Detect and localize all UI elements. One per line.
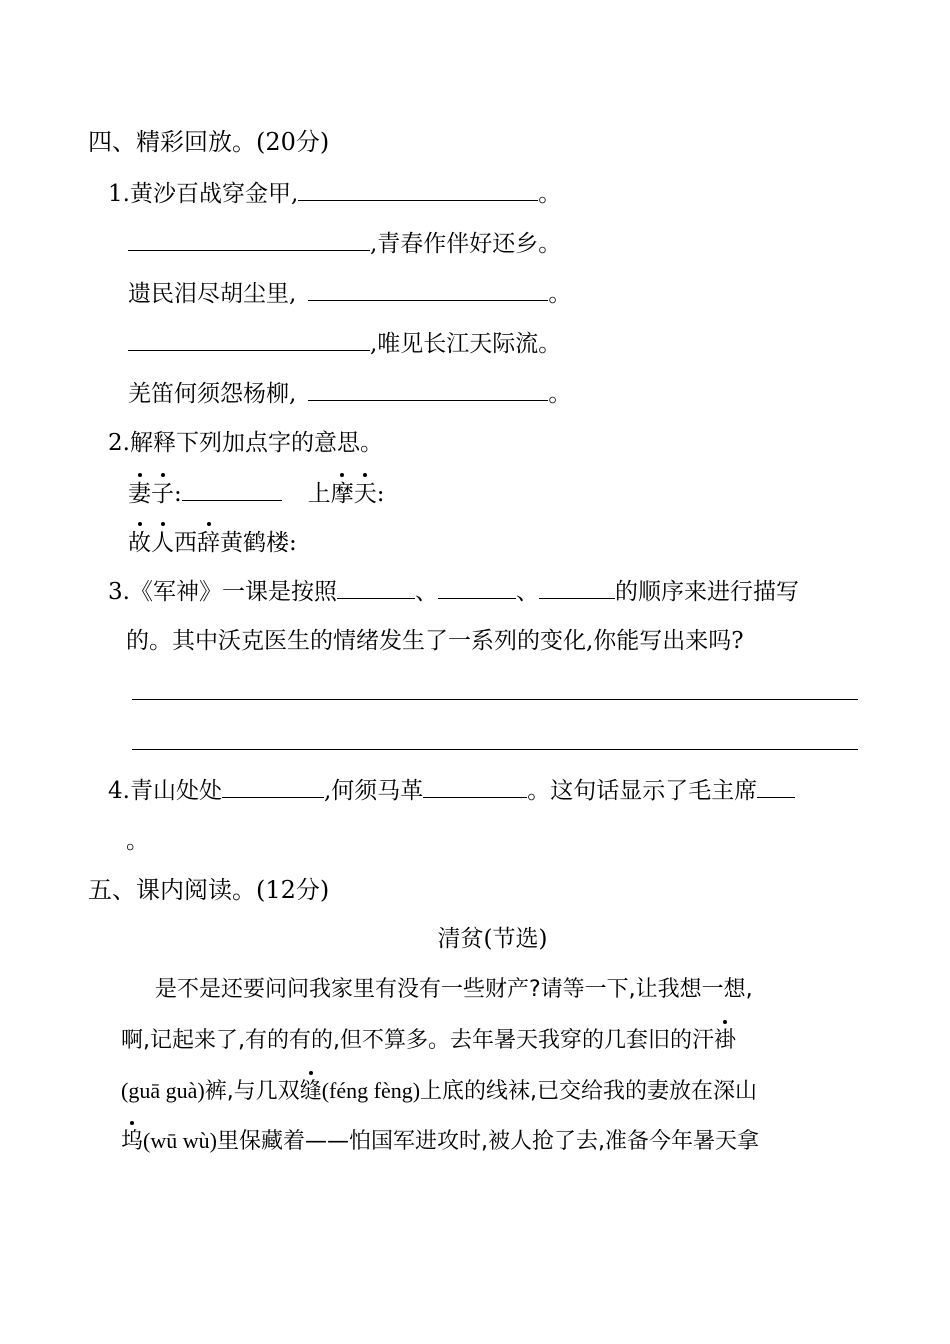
q3-number: 3. — [108, 579, 130, 605]
passage-dotted-char: 缝 — [300, 1077, 322, 1107]
q2-prompt: 2.解释下列加点字的意思。 — [108, 430, 383, 456]
q1-line5-text: 羌笛何须怨杨柳, — [128, 381, 297, 407]
passage-line-1: 是不是还要问问我家里有没有一些财产?请等一下,让我想一想, — [155, 977, 753, 1002]
q3-answer-line-1[interactable] — [132, 699, 858, 700]
passage-dotted-char: 褂 — [714, 1026, 736, 1056]
q1-blank-2[interactable] — [128, 228, 370, 251]
passage-line-2 — [121, 1026, 736, 1056]
q1-blank-3[interactable] — [308, 278, 548, 301]
q1-line5-end: 。 — [548, 381, 572, 407]
passage-line-4 — [121, 1126, 759, 1157]
section5-heading: 五、课内阅读。(12分) — [88, 876, 330, 904]
q1-line2 — [128, 228, 561, 259]
q1-line2-text: ,青春作伴好还乡。 — [370, 231, 562, 257]
passage-line-3-text-a: 裤,与几双 — [204, 1079, 300, 1104]
section4-heading: 四、精彩回放。(20分) — [88, 128, 330, 156]
q4-blank-3[interactable] — [757, 775, 795, 798]
q3-answer-line-2[interactable] — [132, 749, 858, 750]
q3-sep1: 、 — [414, 579, 438, 605]
q4-line2: 。 — [126, 828, 149, 854]
q4-part2: ,何须马革 — [323, 778, 424, 804]
q2-dotted-char: 天 — [353, 481, 377, 507]
q4-part3: 。这句话显示了毛主席 — [527, 778, 758, 804]
q1-line1 — [108, 178, 561, 209]
pinyin-annotation: (guā guà) — [121, 1078, 205, 1103]
passage-line-2-text: 啊,记起来了,有的有的,但不算多。去年暑天我穿的几套旧的汗 — [121, 1028, 714, 1053]
q2-dotted-char: 子 — [151, 481, 174, 507]
q1-number: 1. — [108, 181, 130, 207]
q2-item1-colon: : — [174, 481, 182, 507]
q2-dotted-char: 故 — [128, 530, 151, 556]
q2-item2-plain: 上 — [307, 481, 331, 507]
q2-dotted-char: 辞 — [197, 530, 220, 556]
pinyin-annotation: (wū wù) — [143, 1128, 217, 1153]
q1-line3-end: 。 — [548, 281, 572, 307]
passage-line-3-text-b: 上底的线袜,已交给我的妻放在深山 — [420, 1079, 758, 1104]
q2-dotted-char: 人 — [151, 530, 174, 556]
q1-line5 — [128, 378, 571, 409]
q1-blank-5[interactable] — [308, 378, 548, 401]
q4-blank-2[interactable] — [423, 775, 527, 798]
q3-line1 — [108, 576, 799, 607]
q2-line1 — [128, 478, 385, 509]
q3-blank-1[interactable] — [337, 576, 415, 599]
q1-line3-text: 遗民泪尽胡尘里, — [128, 281, 297, 307]
q1-line1-text: 黄沙百战穿金甲, — [129, 181, 299, 207]
q4-line1 — [108, 775, 795, 806]
q1-line3 — [128, 278, 571, 309]
q1-line4 — [128, 328, 561, 359]
q3-line2: 的。其中沃克医生的情绪发生了一系列的变化,你能写出来吗? — [126, 628, 744, 654]
passage-line-3 — [121, 1076, 757, 1107]
passage-line-4-text: 里保藏着——怕国军进攻时,被人抢了去,准备今年暑天拿 — [216, 1129, 759, 1154]
q2-item3-rest: 黄鹤楼: — [220, 530, 297, 556]
q2-item3-plain: 西 — [174, 530, 197, 556]
q2-blank-1[interactable] — [182, 478, 282, 501]
q1-line1-end: 。 — [538, 181, 562, 207]
q2-dotted-char: 妻 — [128, 481, 151, 507]
pinyin-annotation: (féng fèng) — [321, 1078, 421, 1103]
q2-item2-colon: : — [376, 481, 385, 507]
q1-line4-text: ,唯见长江天际流。 — [370, 331, 562, 357]
q3-blank-2[interactable] — [438, 576, 516, 599]
q4-blank-1[interactable] — [222, 775, 324, 798]
passage-title: 清贫(节选) — [437, 926, 548, 952]
q3-part1: 《军神》一课是按照 — [129, 579, 337, 605]
q3-sep2: 、 — [515, 579, 539, 605]
q4-part1: 4.青山处处 — [108, 778, 222, 804]
q1-blank-1[interactable] — [298, 178, 538, 201]
q3-blank-3[interactable] — [539, 576, 615, 599]
passage-dotted-char: 坞 — [121, 1127, 143, 1157]
q2-dotted-char: 摩 — [330, 481, 354, 507]
q1-blank-4[interactable] — [128, 328, 370, 351]
q2-line2 — [128, 528, 297, 558]
q3-part2: 的顺序来进行描写 — [614, 579, 799, 605]
